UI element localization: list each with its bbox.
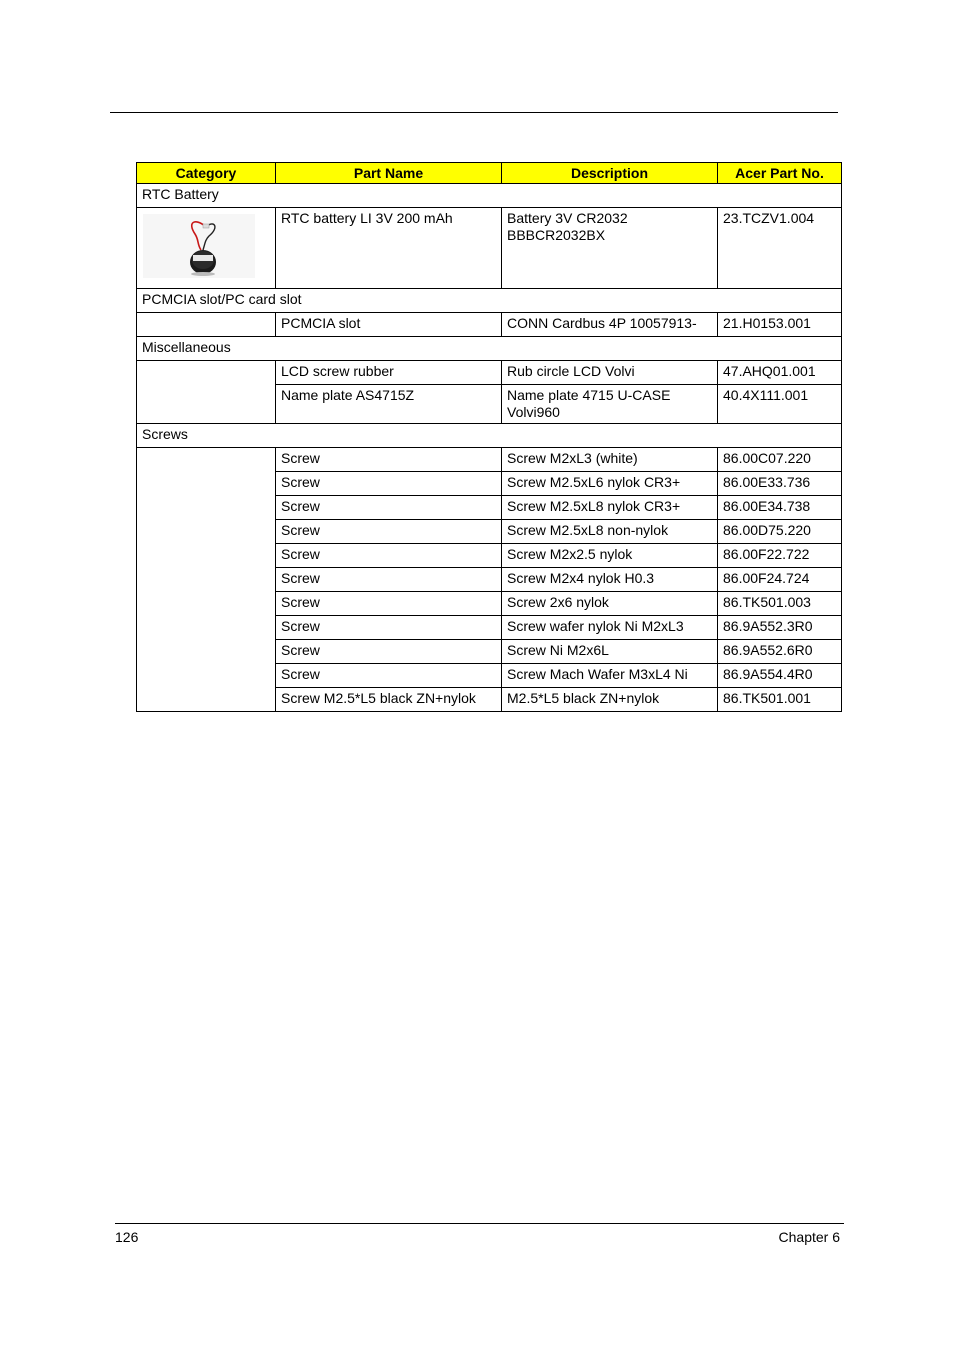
description-cell: Screw M2.5xL8 nylok CR3+ (502, 496, 718, 520)
category-cell (137, 313, 276, 337)
header-acer-part-no: Acer Part No. (718, 163, 842, 184)
table-row (137, 313, 842, 337)
description-cell: Screw M2.5xL8 non-nylok (502, 520, 718, 544)
header-rule (110, 112, 838, 113)
part-name-cell: Screw (276, 616, 502, 640)
acer-part-no-cell: 40.4X111.001 (718, 385, 842, 424)
acer-part-no-cell: 86.00E34.738 (718, 496, 842, 520)
category-cell (137, 208, 276, 289)
part-name-cell: Screw (276, 568, 502, 592)
table-body (137, 184, 842, 712)
description-cell: Screw Ni M2x6L (502, 640, 718, 664)
description-cell: Battery 3V CR2032 BBBCR2032BX (502, 208, 718, 289)
part-name-cell: Screw (276, 640, 502, 664)
acer-part-no-cell: 86.9A552.3R0 (718, 616, 842, 640)
category-cell (137, 448, 276, 712)
table-row (137, 361, 842, 385)
part-name-cell: Screw (276, 664, 502, 688)
category-label: Screws (137, 424, 842, 448)
part-name-cell: Name plate AS4715Z (276, 385, 502, 424)
part-name-cell: Screw (276, 592, 502, 616)
description-cell: Rub circle LCD Volvi (502, 361, 718, 385)
description-cell: Screw M2x2.5 nylok (502, 544, 718, 568)
description-cell: Screw M2.5xL6 nylok CR3+ (502, 472, 718, 496)
part-name-cell: Screw (276, 544, 502, 568)
table-header-row (137, 163, 842, 184)
header-description: Description (502, 163, 718, 184)
table-row (137, 448, 842, 472)
chapter-label: Chapter 6 (778, 1229, 840, 1245)
category-label: PCMCIA slot/PC card slot (137, 289, 842, 313)
header-category: Category (137, 163, 276, 184)
acer-part-no-cell: 86.00C07.220 (718, 448, 842, 472)
part-name-cell: Screw M2.5*L5 black ZN+nylok (276, 688, 502, 712)
acer-part-no-cell: 86.9A552.6R0 (718, 640, 842, 664)
acer-part-no-cell: 86.00F22.722 (718, 544, 842, 568)
acer-part-no-cell: 86.9A554.4R0 (718, 664, 842, 688)
part-name-cell: Screw (276, 496, 502, 520)
parts-table (136, 162, 842, 712)
acer-part-no-cell: 86.00E33.736 (718, 472, 842, 496)
category-label: RTC Battery (137, 184, 842, 208)
page-number: 126 (115, 1229, 139, 1245)
footer-rule (115, 1223, 844, 1224)
part-name-cell: RTC battery LI 3V 200 mAh (276, 208, 502, 289)
part-name-cell: Screw (276, 520, 502, 544)
acer-part-no-cell: 23.TCZV1.004 (718, 208, 842, 289)
acer-part-no-cell: 86.TK501.001 (718, 688, 842, 712)
part-name-cell: Screw (276, 472, 502, 496)
category-row (137, 424, 842, 448)
category-row (137, 337, 842, 361)
description-cell: CONN Cardbus 4P 10057913- (502, 313, 718, 337)
category-row (137, 184, 842, 208)
category-cell (137, 361, 276, 424)
header-part-name: Part Name (276, 163, 502, 184)
description-cell: Screw M2xL3 (white) (502, 448, 718, 472)
acer-part-no-cell: 86.00D75.220 (718, 520, 842, 544)
part-name-cell: PCMCIA slot (276, 313, 502, 337)
description-cell: Screw 2x6 nylok (502, 592, 718, 616)
part-name-cell: Screw (276, 448, 502, 472)
rtc-battery-image (143, 214, 255, 278)
description-cell: Screw wafer nylok Ni M2xL3 (502, 616, 718, 640)
acer-part-no-cell: 86.TK501.003 (718, 592, 842, 616)
part-name-cell: LCD screw rubber (276, 361, 502, 385)
category-row (137, 289, 842, 313)
description-cell: Name plate 4715 U-CASE Volvi960 (502, 385, 718, 424)
acer-part-no-cell: 86.00F24.724 (718, 568, 842, 592)
description-cell: M2.5*L5 black ZN+nylok (502, 688, 718, 712)
description-cell: Screw Mach Wafer M3xL4 Ni (502, 664, 718, 688)
acer-part-no-cell: 21.H0153.001 (718, 313, 842, 337)
table-row (137, 208, 842, 289)
acer-part-no-cell: 47.AHQ01.001 (718, 361, 842, 385)
description-cell: Screw M2x4 nylok H0.3 (502, 568, 718, 592)
category-label: Miscellaneous (137, 337, 842, 361)
